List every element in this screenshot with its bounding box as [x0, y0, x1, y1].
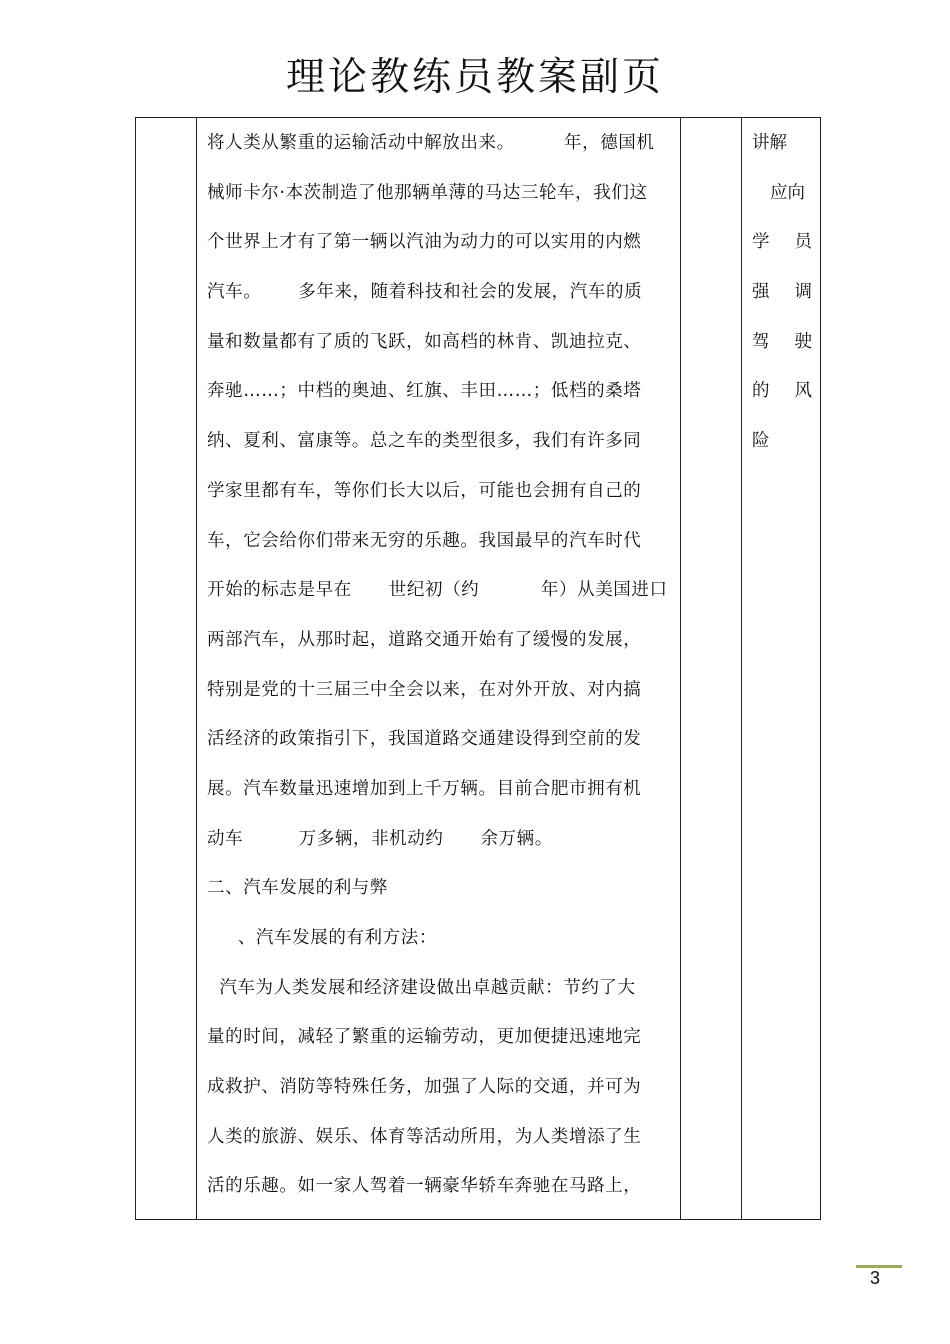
content-line: 特别是党的十三届三中全会以来，在对外开放、对内搞	[207, 679, 642, 700]
content-line: 车，它会给你们带来无穷的乐趣。我国最早的汽车时代	[207, 530, 642, 551]
content-line: 二、汽车发展的利与弊	[207, 878, 388, 899]
content-line: 、汽车发展的有利方法：	[207, 928, 437, 948]
note-char: 风	[794, 381, 812, 402]
content-line: 展。汽车数量迅速增加到上千万辆。目前合肥市拥有机	[207, 778, 642, 799]
note-line	[752, 374, 812, 424]
content-line: 活经济的政策指引下，我国道路交通建设得到空前的发	[207, 729, 642, 750]
page-number: 3	[870, 1268, 881, 1288]
note-line: 险	[752, 431, 770, 452]
content-line: 个世界上才有了第一辆以汽油为动力的可以实用的内燃	[207, 232, 642, 253]
page-title: 理论教练员教案副页	[285, 55, 664, 100]
content-line: 将人类从繁重的运输活动中解放出来。 年，德国机	[207, 133, 655, 153]
content-line: 活的乐趣。如一家人驾着一辆豪华轿车奔驰在马路上，	[207, 1176, 642, 1197]
note-line: 讲解	[752, 133, 787, 153]
content-line: 人类的旅游、娱乐、体育等活动所用，为人类增添了生	[207, 1126, 642, 1147]
teaching-notes	[742, 118, 820, 474]
content-line: 汽车为人类发展和经济建设做出卓越贡献：节约了大	[207, 977, 636, 998]
note-char: 驶	[794, 331, 812, 352]
teaching-notes-cell	[742, 118, 821, 1220]
content-line: 量的时间，减轻了繁重的运输劳动，更加便捷迅速地完	[207, 1027, 642, 1048]
note-char: 驾	[752, 331, 770, 352]
note-char: 员	[794, 232, 812, 253]
note-line	[752, 325, 812, 375]
content-line: 奔驰……；中档的奥迪、红旗、丰田……；低档的桑塔	[207, 381, 642, 402]
content-line: 量和数量都有了质的飞跃，如高档的林肯、凯迪拉克、	[207, 331, 642, 352]
content-line: 械师卡尔·本茨制造了他那辆单薄的马达三轮车，我们这	[207, 182, 648, 203]
left-margin-cell	[136, 118, 197, 1220]
content-line: 动车 万多辆，非机动约 余万辆。	[207, 828, 553, 849]
note-line	[752, 275, 812, 325]
content-line: 成救护、消防等特殊任务，加强了人际的交通，并可为	[207, 1077, 642, 1098]
note-line	[752, 225, 812, 275]
content-line: 纳、夏利、富康等。总之车的类型很多，我们有许多同	[207, 431, 642, 452]
note-line: 应向	[770, 182, 805, 203]
note-char: 学	[752, 232, 770, 253]
lesson-content	[197, 118, 680, 1219]
content-line: 两部汽车，从那时起，道路交通开始有了缓慢的发展，	[207, 629, 642, 650]
blank-column-cell	[681, 118, 742, 1220]
content-line: 开始的标志是早在 世纪初（约 年）从美国进口	[207, 580, 668, 601]
note-char: 强	[752, 282, 770, 303]
content-line: 学家里都有车，等你们长大以后，可能也会拥有自己的	[207, 480, 642, 501]
note-char: 的	[752, 381, 770, 402]
lesson-content-cell	[197, 118, 681, 1220]
note-char: 调	[794, 282, 812, 303]
content-line: 汽车。 多年来，随着科技和社会的发展，汽车的质	[207, 282, 643, 303]
lesson-plan-table	[135, 117, 821, 1220]
